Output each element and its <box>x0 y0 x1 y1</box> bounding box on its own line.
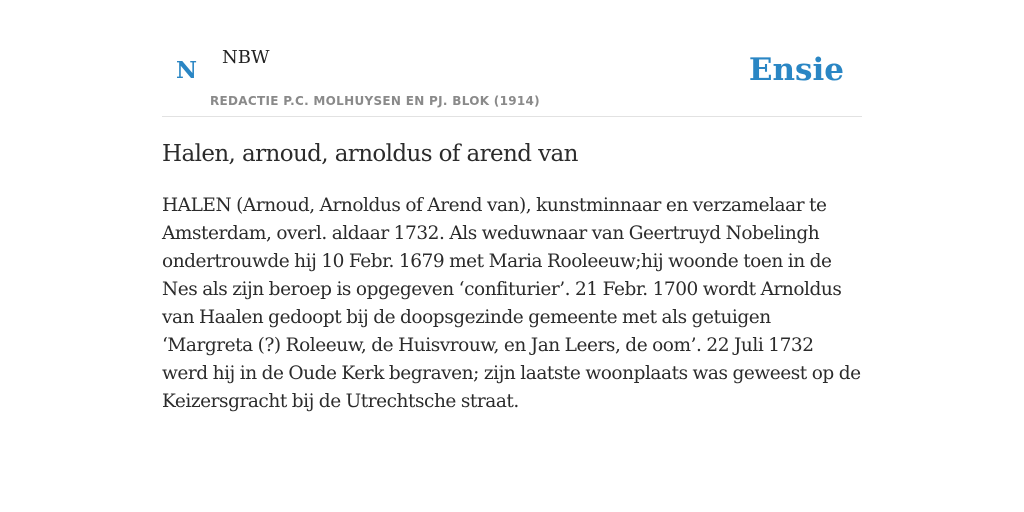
article-title: Halen, arnoud, arnoldus of arend van <box>162 141 578 167</box>
source-logo-letter[interactable]: N <box>176 57 198 84</box>
source-name[interactable]: NBW <box>222 47 270 68</box>
source-header <box>162 0 862 117</box>
article-body: HALEN (Arnoud, Arnoldus of Arend van), kunstminnaar en verzamelaar te Amsterdam, overl. aldaar 1732. Als weduwnaar van Geertruyd Nobelingh ondertrouwde hij 10 Febr. 1679 met Maria Rooleeuw;hij woonde toen in de Nes als zijn beroep is opgegeven ‘confiturier’. 21 Febr. 1700 wordt Arnoldus van Haalen gedoopt bij de doopsgezinde gemeente met als getuigen ‘Margreta (?) Roleeuw, de Huisvrouw, en Jan Leers, de oom’. 22 Juli 1732 werd hij in de Oude Kerk begraven; zijn laatste woonplaats was geweest op de Keizersgracht bij de Utrechtsche straat. <box>162 195 861 412</box>
source-subtitle: REDACTIE P.C. MOLHUYSEN EN PJ. BLOK (1914) <box>210 94 540 108</box>
brand-logo-link[interactable]: Ensie <box>748 52 844 88</box>
article <box>162 136 862 416</box>
